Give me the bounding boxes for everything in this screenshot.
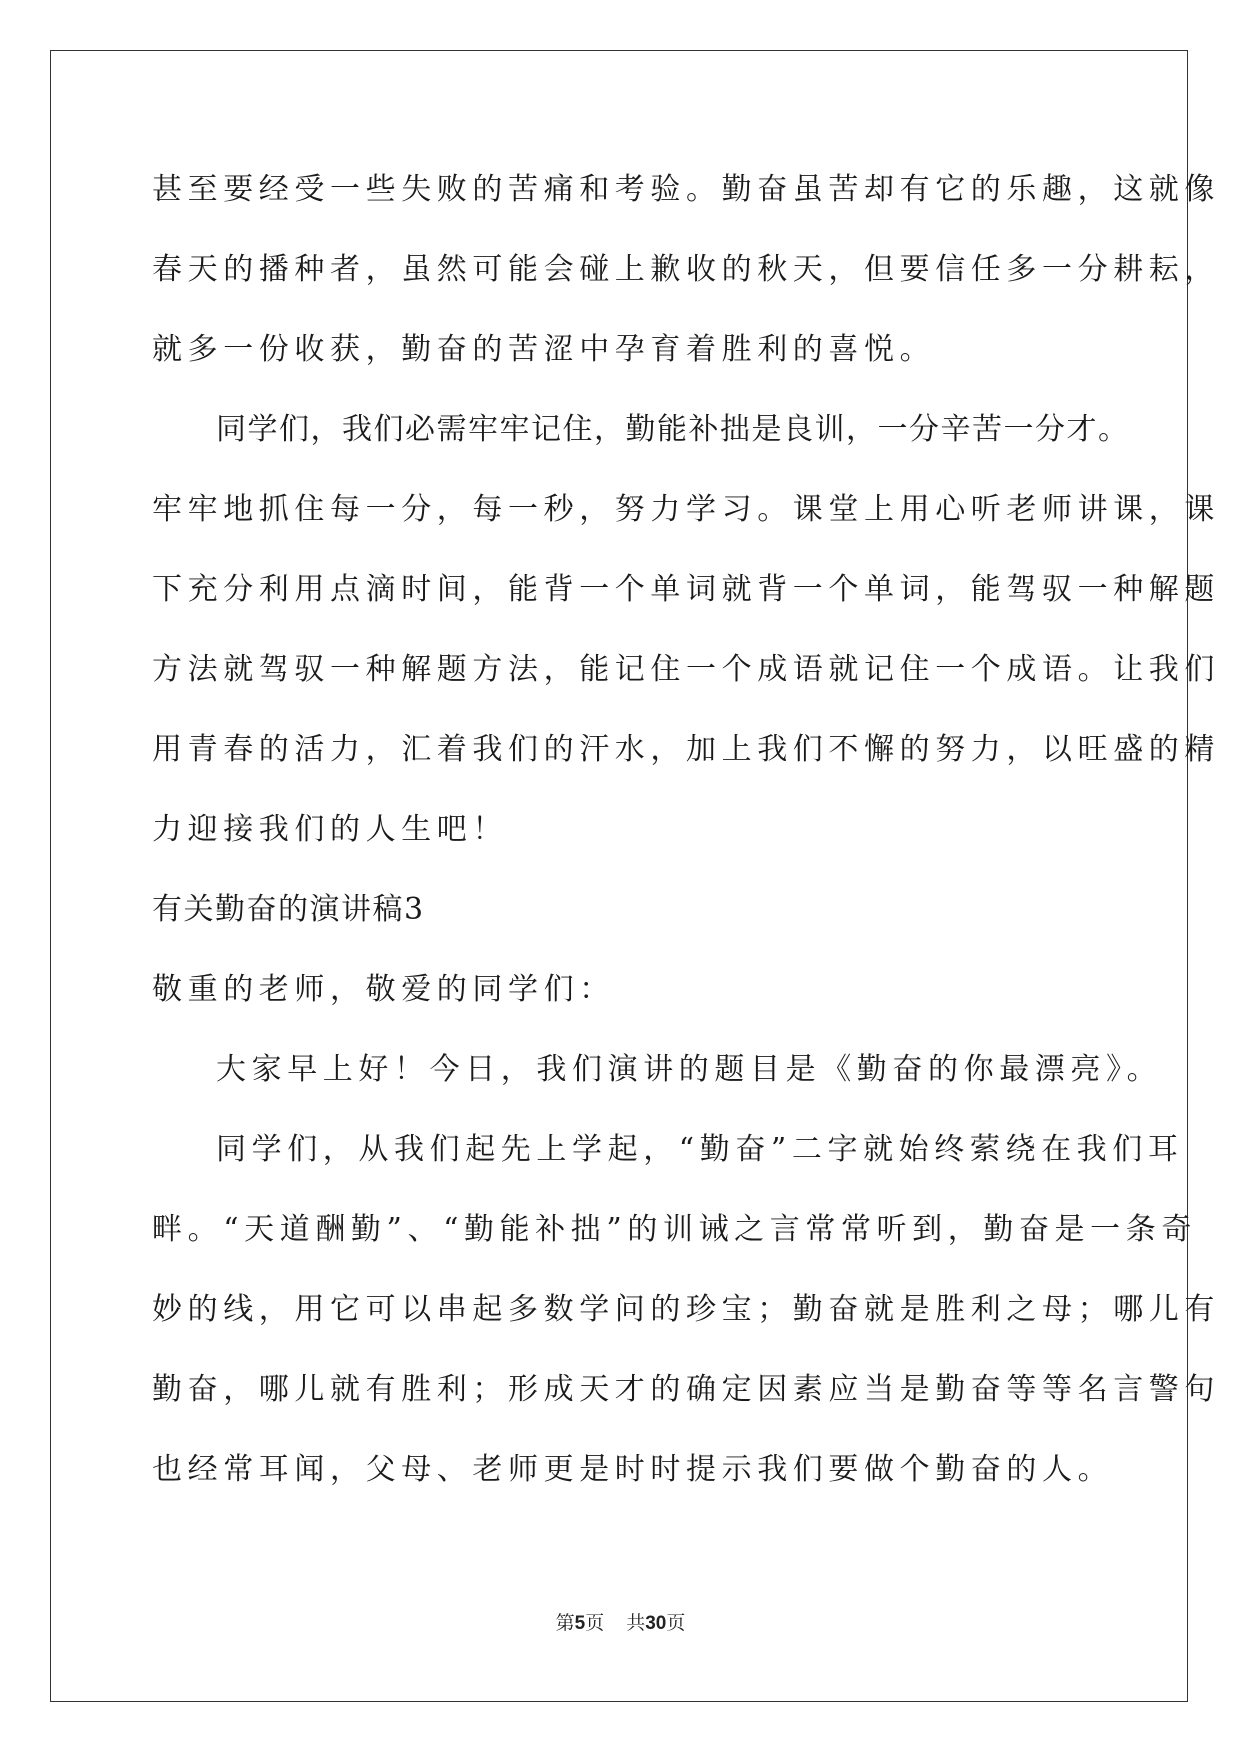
total-page-count: 30 (645, 1613, 667, 1634)
text-line: 用青春的活力，汇着我们的汗水，加上我们不懈的努力，以旺盛的精 (152, 732, 1220, 767)
footer-total-suffix: 页 (666, 1612, 686, 1634)
text-line: 春天的播种者，虽然可能会碰上歉收的秋天，但要信任多一分耕耘， (152, 252, 1220, 287)
text-line: 牢牢地抓住每一分，每一秒，努力学习。课堂上用心听老师讲课，课 (152, 492, 1220, 527)
text-line: 方法就驾驭一种解题方法，能记住一个成语就记住一个成语。让我们 (152, 652, 1220, 687)
text-line: 妙的线，用它可以串起多数学问的珍宝；勤奋就是胜利之母；哪儿有 (152, 1292, 1220, 1327)
document-body (152, 150, 1220, 1510)
paragraph-start-line: 同学们，从我们起先上学起，“勤奋”二字就始终萦绕在我们耳 (216, 1132, 1184, 1167)
text-line: 也经常耳闻，父母、老师更是时时提示我们要做个勤奋的人。 (152, 1452, 1114, 1487)
section-heading: 有关勤奋的演讲稿3 (152, 892, 425, 927)
text-line: 就多一份收获，勤奋的苦涩中孕育着胜利的喜悦。 (152, 332, 936, 367)
text-line: 力迎接我们的人生吧！ (152, 812, 508, 847)
page-footer (0, 1608, 1241, 1635)
text-line: 甚至要经受一些失败的苦痛和考验。勤奋虽苦却有它的乐趣，这就像 (152, 172, 1220, 207)
footer-page-suffix: 页 (585, 1612, 605, 1634)
text-line: 勤奋，哪儿就有胜利；形成天才的确定因素应当是勤奋等等名言警句 (152, 1372, 1220, 1407)
footer-total-prefix: 共 (626, 1612, 646, 1634)
paragraph-start-line: 大家早上好！今日，我们演讲的题目是《勤奋的你最漂亮》。 (216, 1052, 1163, 1087)
text-line: 下充分利用点滴时间，能背一个单词就背一个单词，能驾驭一种解题 (152, 572, 1220, 607)
current-page-number: 5 (574, 1613, 586, 1634)
salutation: 敬重的老师，敬爱的同学们： (152, 972, 615, 1007)
paragraph-start-line: 同学们，我们必需牢牢记住，勤能补拙是良训，一分辛苦一分才。 (216, 412, 1130, 447)
footer-prefix: 第 (555, 1612, 575, 1634)
text-line: 畔。“天道酬勤”、“勤能补拙”的训诫之言常常听到，勤奋是一条奇 (152, 1212, 1197, 1247)
